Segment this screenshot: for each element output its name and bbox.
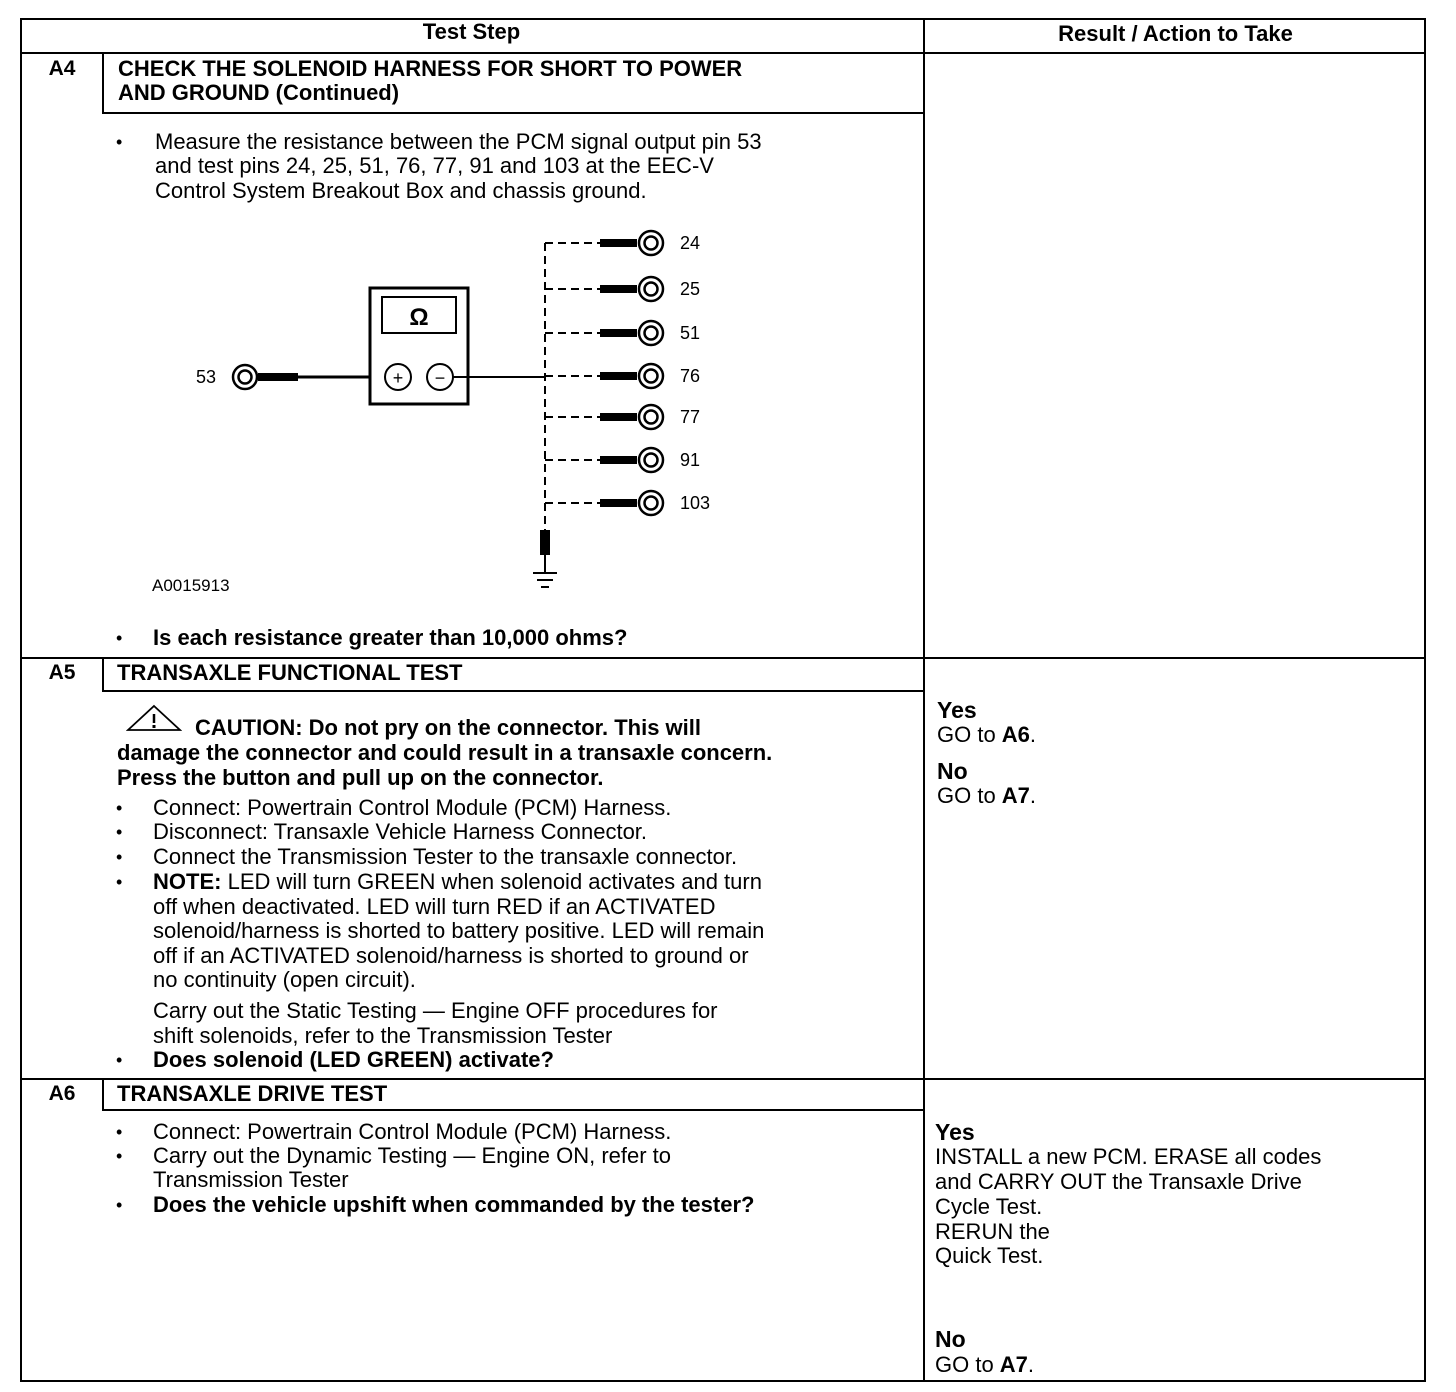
result-yes-label: Yes: [937, 697, 977, 723]
ohmmeter-icon: [370, 288, 468, 404]
result-yes-action: and CARRY OUT the Transaxle Drive: [935, 1169, 1302, 1194]
probe-plug-icon: [600, 499, 637, 507]
probe-plug-icon: [600, 285, 637, 293]
note-text: LED will turn GREEN when solenoid activates and turn: [227, 869, 762, 894]
bullet-icon: •: [116, 628, 123, 648]
note-text: off if an ACTIVATED solenoid/harness is shorted to ground or: [153, 943, 749, 968]
bullet-icon: •: [116, 132, 123, 152]
column-header-test-step: Test Step: [422, 19, 521, 44]
goto-step-link[interactable]: A7: [1001, 783, 1030, 808]
test-pin-label: 51: [680, 323, 701, 343]
instruction-text: and test pins 24, 25, 51, 76, 77, 91 and 103 at the EEC-V: [155, 153, 714, 178]
probe-plug-icon: [600, 372, 637, 380]
pin-terminal-icon: [639, 491, 663, 515]
test-pin-row: [545, 448, 700, 472]
result-yes-action: GO to A6.: [937, 722, 1037, 747]
result-no-action: GO to A7.: [937, 783, 1037, 808]
result-no-label: No: [937, 758, 968, 784]
step-title: CHECK THE SOLENOID HARNESS FOR SHORT TO POWER: [118, 56, 743, 81]
result-no-action: GO to A7.: [935, 1352, 1035, 1377]
figure-id: A0015913: [152, 576, 230, 595]
instruction-text: Control System Breakout Box and chassis ground.: [155, 178, 647, 203]
bullet-icon: •: [116, 1122, 123, 1142]
test-pin-row: [545, 491, 710, 515]
instruction-text: Measure the resistance between the PCM signal output pin 53: [155, 129, 762, 154]
pin-terminal-icon: [639, 321, 663, 345]
probe-plug-icon: [258, 373, 298, 381]
result-yes-label: Yes: [935, 1119, 975, 1145]
instruction-text: Disconnect: Transaxle Vehicle Harness Connector.: [153, 819, 648, 844]
question-text: Does the vehicle upshift when commanded by the tester?: [153, 1192, 755, 1217]
step-id: A6: [48, 1082, 76, 1105]
column-header-result: Result / Action to Take: [1058, 21, 1293, 46]
bullet-icon: •: [116, 847, 123, 867]
test-pin-row: [545, 321, 700, 345]
bullet-icon: •: [116, 1050, 123, 1070]
test-pin-row: [545, 231, 700, 255]
test-pin-row: [545, 277, 700, 301]
negative-terminal: −: [434, 368, 446, 388]
caution-text: Press the button and pull up on the connector.: [117, 765, 604, 790]
result-yes-action: Quick Test.: [935, 1243, 1044, 1268]
bullet-icon: •: [116, 872, 123, 892]
probe-plug-icon: [600, 239, 637, 247]
caution-text: damage the connector and could result in a transaxle concern.: [117, 740, 773, 765]
test-pin-label: 24: [680, 233, 701, 253]
pin-terminal-icon: [639, 364, 663, 388]
instruction-text: Transmission Tester: [153, 1167, 349, 1192]
instruction-text: Connect the Transmission Tester to the transaxle connector.: [153, 844, 738, 869]
test-pin-label: 76: [680, 366, 701, 386]
chassis-ground-icon: [533, 573, 557, 587]
step-title: TRANSAXLE DRIVE TEST: [117, 1081, 388, 1106]
pin-terminal-icon: [639, 277, 663, 301]
test-pin-label: 25: [680, 279, 701, 299]
probe-plug-icon: [600, 329, 637, 337]
test-pin-row: [545, 405, 700, 429]
probe-plug-icon: [600, 456, 637, 464]
caution-text: CAUTION: Do not pry on the connector. This will: [195, 715, 701, 740]
bullet-icon: •: [116, 1195, 123, 1215]
pin-terminal-icon: [639, 231, 663, 255]
test-pin-label: 77: [680, 407, 701, 427]
note-text: no continuity (open circuit).: [153, 967, 416, 992]
result-yes-action: Cycle Test.: [935, 1194, 1043, 1219]
test-pin-label: 91: [680, 450, 701, 470]
step-id: A4: [48, 57, 76, 80]
question-text: Is each resistance greater than 10,000 ohms?: [153, 625, 628, 650]
caution-triangle-icon: [126, 704, 182, 732]
pin-terminal-icon: [639, 448, 663, 472]
instruction-text: shift solenoids, refer to the Transmission Tester: [153, 1023, 613, 1048]
question-text: Does solenoid (LED GREEN) activate?: [153, 1047, 554, 1072]
note-text: solenoid/harness is shorted to battery positive. LED will remain: [153, 918, 765, 943]
bullet-icon: •: [116, 1146, 123, 1166]
result-yes-action: RERUN the: [935, 1219, 1050, 1244]
signal-pin-label: 53: [196, 367, 217, 387]
instruction-text: Carry out the Static Testing — Engine OFF procedures for: [153, 998, 718, 1023]
note-text: off when deactivated. LED will turn RED if an ACTIVATED: [153, 894, 716, 919]
bullet-icon: •: [116, 798, 123, 818]
note-label: NOTE:: [153, 869, 222, 894]
goto-step-link[interactable]: A7: [999, 1352, 1028, 1377]
step-title: TRANSAXLE FUNCTIONAL TEST: [117, 660, 463, 685]
step-title: AND GROUND (Continued): [118, 80, 400, 105]
test-pins: [545, 231, 710, 515]
ohm-symbol: Ω: [409, 304, 429, 331]
test-pin-row: [545, 364, 700, 388]
ground-probe-icon: [540, 530, 550, 555]
result-yes-action: INSTALL a new PCM. ERASE all codes: [935, 1144, 1322, 1169]
note-line: [153, 870, 762, 895]
bullet-icon: •: [116, 822, 123, 842]
step-id: A5: [48, 661, 76, 684]
signal-pin-terminal-icon: [233, 365, 257, 389]
result-no-label: No: [935, 1326, 966, 1352]
probe-plug-icon: [600, 413, 637, 421]
instruction-text: Connect: Powertrain Control Module (PCM) Harness.: [153, 1119, 672, 1144]
pin-terminal-icon: [639, 405, 663, 429]
instruction-text: Carry out the Dynamic Testing — Engine ON, refer to: [153, 1143, 672, 1168]
positive-terminal: +: [392, 368, 404, 388]
test-pin-label: 103: [680, 493, 711, 513]
instruction-text: Connect: Powertrain Control Module (PCM) Harness.: [153, 795, 672, 820]
goto-step-link[interactable]: A6: [1001, 722, 1030, 747]
